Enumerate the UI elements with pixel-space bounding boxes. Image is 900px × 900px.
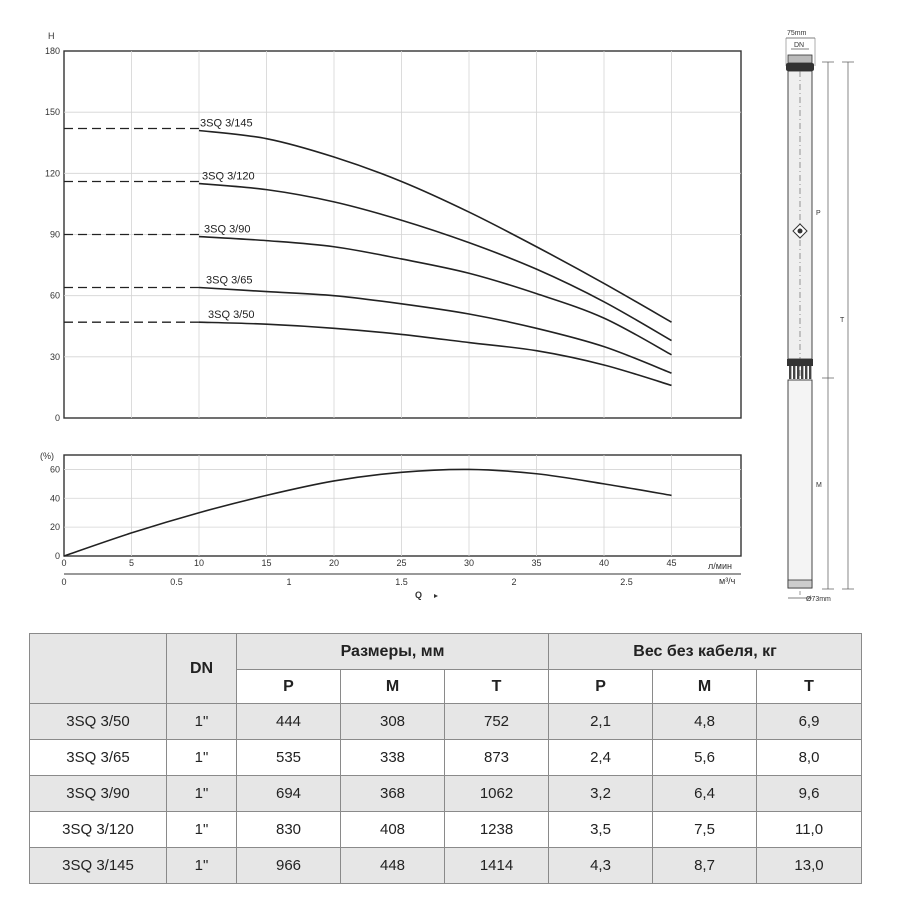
head-y-tick-label: 120 [44, 168, 60, 179]
inlet-slot [797, 366, 799, 379]
model-cell: 3SQ 3/120 [30, 812, 167, 848]
dn-cell: 1" [167, 812, 237, 848]
dim-t-cell: 1062 [445, 776, 549, 812]
dn-cell: 1" [167, 776, 237, 812]
efficiency-chart-grid [64, 455, 741, 556]
inlet-slot [805, 366, 807, 379]
dim-m-cell: 448 [341, 848, 445, 884]
weight-m-cell: 8,7 [653, 848, 757, 884]
head-curve-label: 3SQ 3/120 [202, 170, 255, 183]
x-tick-m3h: 1 [286, 577, 292, 587]
table-row [30, 740, 862, 776]
efficiency-y-tick-label: 60 [49, 464, 60, 475]
head-y-tick-label: 180 [44, 46, 60, 56]
dim-p-header: P [237, 670, 341, 704]
head-curve-label: 3SQ 3/65 [206, 274, 253, 287]
t-dimension-label: T [840, 317, 845, 324]
dn-cell: 1" [167, 704, 237, 740]
dn-header: DN [167, 634, 237, 704]
x-tick-m3h: 0.5 [170, 577, 183, 587]
weight-p-cell: 2,1 [549, 704, 653, 740]
x-tick-m3h: 1.5 [395, 577, 408, 587]
dim-t-cell: 752 [445, 704, 549, 740]
weight-p-cell: 4,3 [549, 848, 653, 884]
head-y-tick-label: 150 [44, 107, 60, 118]
efficiency-curve [64, 469, 672, 556]
flow-axis-label: Q [415, 590, 423, 600]
table-row [30, 848, 862, 884]
x-tick-lmin: 25 [396, 558, 407, 568]
efficiency-y-tick-label: 20 [49, 522, 60, 533]
model-cell: 3SQ 3/90 [30, 776, 167, 812]
efficiency-y-axis-label: (%) [40, 451, 54, 461]
flow-arrow-icon [434, 594, 438, 598]
diameter-label: Ø73mm [806, 596, 831, 603]
table-row [30, 812, 862, 848]
dim-p-cell: 535 [237, 740, 341, 776]
dim-m-header: M [341, 670, 445, 704]
dim-t-cell: 873 [445, 740, 549, 776]
model-cell: 3SQ 3/65 [30, 740, 167, 776]
x-tick-lmin: 0 [61, 558, 67, 568]
head-y-tick-label: 90 [49, 229, 60, 240]
dim-p-cell: 830 [237, 812, 341, 848]
weight-p-cell: 2,4 [549, 740, 653, 776]
weight-m-cell: 4,8 [653, 704, 757, 740]
x-tick-lmin: 10 [193, 558, 205, 568]
head-curve-3SQ-3-145 [199, 131, 672, 323]
head-curves [64, 118, 672, 386]
dim-t-header: T [445, 670, 549, 704]
dn-label: DN [794, 42, 805, 49]
x-tick-lmin: 15 [261, 558, 272, 568]
weight-t-cell: 13,0 [757, 848, 862, 884]
weight-t-cell: 8,0 [757, 740, 862, 776]
head-y-axis-label: H [48, 31, 55, 41]
x-unit-m3h: м³/ч [719, 576, 736, 586]
p-dimension-label: P [816, 210, 821, 217]
dim-p-cell: 444 [237, 704, 341, 740]
dim-m-cell: 338 [341, 740, 445, 776]
weight-t-cell: 9,6 [757, 776, 862, 812]
efficiency-chart-frame [64, 455, 741, 556]
x-tick-m3h: 0 [61, 577, 67, 587]
inlet-band [787, 359, 813, 366]
top-width-label: 75mm [787, 30, 807, 37]
table-row [30, 704, 862, 740]
weight-p-cell: 3,2 [549, 776, 653, 812]
weight-m-cell: 6,4 [653, 776, 757, 812]
weight-m-header: M [653, 670, 757, 704]
dim-m-cell: 368 [341, 776, 445, 812]
weight-t-cell: 6,9 [757, 704, 862, 740]
flow-x-ticks [61, 558, 676, 587]
weight-m-cell: 5,6 [653, 740, 757, 776]
table-row [30, 776, 862, 812]
motor-body [788, 380, 812, 588]
dim-t-cell: 1238 [445, 812, 549, 848]
pump-dimension-diagram [786, 30, 854, 603]
table-header-row [30, 634, 862, 670]
inlet-slot [801, 366, 803, 379]
weight-m-cell: 7,5 [653, 812, 757, 848]
m-dimension-label: M [816, 482, 822, 489]
weight-p-cell: 3,5 [549, 812, 653, 848]
inlet-slot [809, 366, 811, 379]
x-unit-lmin: л/мин [708, 561, 732, 571]
dn-cell: 1" [167, 740, 237, 776]
dimensions-header: Размеры, мм [237, 634, 549, 670]
efficiency-y-tick-label: 40 [49, 493, 60, 504]
head-y-tick-label: 60 [49, 290, 60, 301]
efficiency-y-tick-label: 0 [54, 551, 60, 561]
dim-p-cell: 694 [237, 776, 341, 812]
weight-t-header: T [757, 670, 862, 704]
head-y-tick-label: 30 [49, 351, 60, 362]
dim-p-cell: 966 [237, 848, 341, 884]
inlet-slot [793, 366, 795, 379]
weight-t-cell: 11,0 [757, 812, 862, 848]
weight-header: Вес без кабеля, кг [549, 634, 862, 670]
dn-cell: 1" [167, 848, 237, 884]
model-cell: 3SQ 3/50 [30, 704, 167, 740]
head-curve-label: 3SQ 3/90 [204, 223, 251, 236]
model-cell: 3SQ 3/145 [30, 848, 167, 884]
x-tick-lmin: 45 [666, 558, 677, 568]
x-tick-lmin: 5 [128, 558, 135, 568]
weight-p-header: P [549, 670, 653, 704]
efficiency-curves [64, 469, 672, 556]
dim-t-cell: 1414 [445, 848, 549, 884]
motor-end-cap [788, 580, 812, 588]
x-tick-lmin: 20 [328, 558, 340, 568]
efficiency-chart-y-ticks [50, 464, 60, 561]
x-tick-lmin: 30 [463, 558, 475, 568]
pump-head-band [786, 63, 814, 71]
head-curve-label: 3SQ 3/50 [208, 309, 255, 322]
dim-m-cell: 308 [341, 704, 445, 740]
specifications-table [29, 633, 862, 884]
head-curve-3SQ-3-50 [199, 322, 672, 385]
x-tick-m3h: 2.5 [620, 577, 633, 587]
x-tick-m3h: 2 [511, 577, 517, 587]
head-chart-y-ticks [45, 46, 60, 423]
dim-m-cell: 408 [341, 812, 445, 848]
model-header-cell [30, 634, 167, 704]
x-tick-lmin: 40 [598, 558, 610, 568]
head-y-tick-label: 0 [54, 413, 60, 423]
inlet-slot [789, 366, 791, 379]
x-tick-lmin: 35 [531, 558, 542, 568]
pump-outlet-cap [788, 55, 812, 63]
head-curve-label: 3SQ 3/145 [200, 117, 253, 130]
